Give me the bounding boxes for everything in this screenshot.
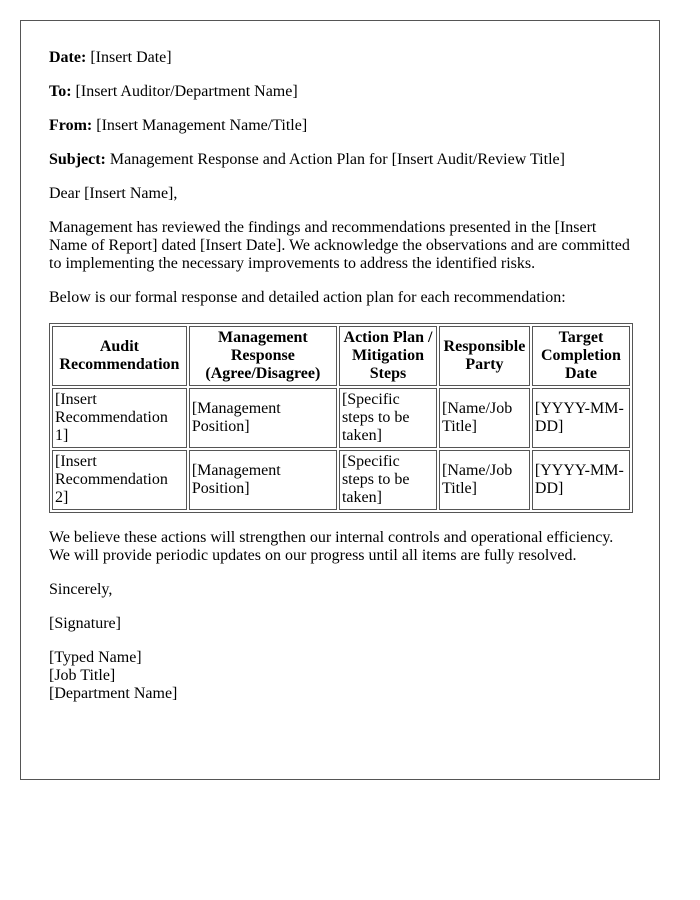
cell-target-date: [YYYY-MM-DD] xyxy=(532,450,630,510)
header-management-response: Management Response (Agree/Disagree) xyxy=(189,326,337,386)
cell-responsible-party: [Name/Job Title] xyxy=(439,388,530,448)
salutation: Dear [Insert Name], xyxy=(49,185,178,202)
header-responsible-party: Responsible Party xyxy=(439,326,530,386)
cell-target-date: [YYYY-MM-DD] xyxy=(532,388,630,448)
to-line xyxy=(49,83,631,101)
cell-recommendation: [Insert Recommendation 2] xyxy=(52,450,187,510)
table-header-row xyxy=(52,326,630,386)
cell-action-steps: [Specific steps to be taken] xyxy=(339,388,437,448)
department-name: [Department Name] xyxy=(49,685,178,702)
job-title: [Job Title] xyxy=(49,667,116,684)
closing-paragraph: We believe these actions will strengthen our internal controls and operational efficiency. We will provide periodic updates on our progress until all items are fully resolved. xyxy=(49,529,614,564)
signature-placeholder: [Signature] xyxy=(49,615,121,632)
table-row xyxy=(52,450,630,510)
from-label: From: xyxy=(49,117,93,134)
cell-management-position: [Management Position] xyxy=(189,450,337,510)
date-label: Date: xyxy=(49,49,87,66)
subject-line xyxy=(49,151,631,169)
valediction: Sincerely, xyxy=(49,581,113,598)
header-action-plan: Action Plan / Mitigation Steps xyxy=(339,326,437,386)
cell-management-position: [Management Position] xyxy=(189,388,337,448)
header-audit-recommendation: Audit Recommendation xyxy=(52,326,187,386)
table-intro: Below is our formal response and detailed action plan for each recommendation: xyxy=(49,289,566,306)
cell-recommendation: [Insert Recommendation 1] xyxy=(52,388,187,448)
date-value: [Insert Date] xyxy=(90,49,172,66)
signatory-block xyxy=(49,649,631,703)
to-label: To: xyxy=(49,83,72,100)
from-line xyxy=(49,117,631,135)
intro-paragraph: Management has reviewed the findings and recommendations presented in the [Insert Name of Report] dated [Insert Date]. We acknowledge the observations and are committed to implementing the necessary improvements to address the identified risks. xyxy=(49,219,630,272)
typed-name: [Typed Name] xyxy=(49,649,142,666)
from-value: [Insert Management Name/Title] xyxy=(96,117,308,134)
table-row xyxy=(52,388,630,448)
action-plan-table xyxy=(49,323,633,513)
to-value: [Insert Auditor/Department Name] xyxy=(75,83,298,100)
date-line xyxy=(49,49,631,67)
cell-responsible-party: [Name/Job Title] xyxy=(439,450,530,510)
letter-page xyxy=(20,20,660,780)
subject-label: Subject: xyxy=(49,151,106,168)
cell-action-steps: [Specific steps to be taken] xyxy=(339,450,437,510)
header-target-completion-date: Target Completion Date xyxy=(532,326,630,386)
subject-value: Management Response and Action Plan for [Insert Audit/Review Title] xyxy=(109,151,565,168)
